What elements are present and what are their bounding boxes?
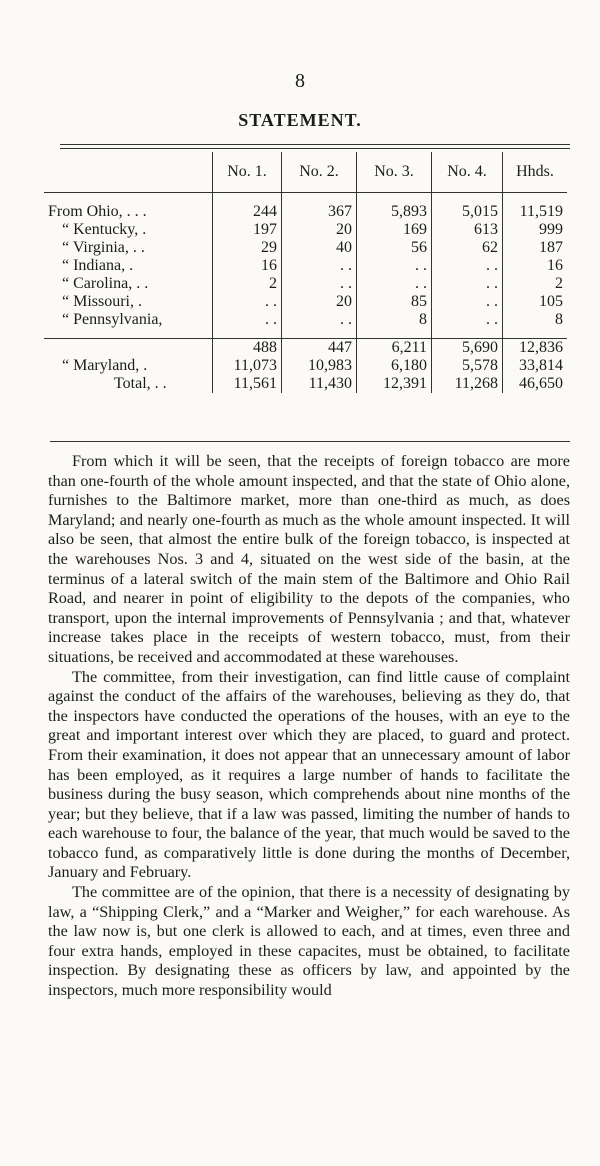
table-cell: 33,814 <box>503 357 568 375</box>
table-cell: 11,268 <box>432 375 503 393</box>
table-header-row <box>44 152 567 193</box>
table-row <box>44 203 567 221</box>
table-cell: 488 <box>213 339 282 358</box>
header-rule-bottom <box>60 148 570 149</box>
row-label: “ Indiana, . <box>62 256 134 274</box>
header-cell: No. 2. <box>282 152 357 193</box>
header-cell: Hhds. <box>503 152 568 193</box>
row-label: “ Missouri, . <box>62 292 142 310</box>
total-row <box>44 375 567 393</box>
table-cell: 56 <box>357 239 432 257</box>
statement-table <box>44 152 567 393</box>
paragraph: From which it will be seen, that the receipts of foreign tobacco are more than one-fourth of the whole amount inspected, and that the state of Ohio alone, furnishes to the Baltimore market, more than one-third as much, as does Maryland; and nearly one-fourth as much as the whole amount inspected. It will also be seen, that almost the entire bulk of the foreign tobacco, is inspected at the warehouses Nos. 3 and 4, situated on the west side of the basin, at the terminus of a lateral switch of the main stem of the Baltimore and Ohio Rail Road, and nearer in point of eligibility to the depots of the companies, who transport, upon the internal improvements of Pennsylvania ; and that, whatever increase takes place in the receipts of western tobacco, must, from their situations, be received and accommodated at these warehouses. <box>48 452 570 666</box>
table-cell: 5,893 <box>357 203 432 221</box>
table-cell: 46,650 <box>503 375 568 393</box>
table-cell: 16 <box>213 257 282 275</box>
table-cell: 447 <box>282 339 357 358</box>
table-cell: 16 <box>503 257 568 275</box>
table-cell: 5,015 <box>432 203 503 221</box>
table-cell: 244 <box>213 203 282 221</box>
table-row <box>44 239 567 257</box>
table-bottom-rule <box>50 441 570 442</box>
header-cell: No. 4. <box>432 152 503 193</box>
table-cell: 10,983 <box>282 357 357 375</box>
table-cell: 29 <box>213 239 282 257</box>
table-row <box>44 311 567 329</box>
row-label: “ Carolina, . . <box>62 274 149 292</box>
row-label: From Ohio, . . . <box>48 202 147 220</box>
table-cell: . . <box>432 257 503 275</box>
table-cell: . . <box>357 257 432 275</box>
row-label: “ Pennsylvania, <box>62 310 163 328</box>
subtotal-row <box>44 339 567 358</box>
table-cell: 999 <box>503 221 568 239</box>
header-blank <box>44 152 213 193</box>
table-cell: 6,180 <box>357 357 432 375</box>
table-cell: 40 <box>282 239 357 257</box>
table-cell: 8 <box>503 311 568 329</box>
table-cell: 187 <box>503 239 568 257</box>
row-label: “ Maryland, . <box>62 357 148 374</box>
table-cell: . . <box>282 311 357 329</box>
table-cell: 11,561 <box>213 375 282 393</box>
table-cell: 20 <box>282 293 357 311</box>
table-cell: 2 <box>213 275 282 293</box>
row-label: “ Kentucky, . <box>62 220 147 238</box>
table-cell: . . <box>432 311 503 329</box>
header-rule-top <box>60 144 570 145</box>
table-cell: . . <box>213 311 282 329</box>
row-label <box>44 339 213 358</box>
table-cell: 169 <box>357 221 432 239</box>
paragraph: The committee, from their investigation, can find little cause of complaint against the conduct of the affairs of the warehouses, believing as they do, that the inspectors have conducted the operations of the houses, with an eye to the great and important interest over which they are placed, to guard and protect. From their examination, it does not appear that an unnecessary amount of labor has been employed, as it requires a large number of hands to facilitate the business during the busy season, which comprehends about nine months of the year; but they believe, that if a law was passed, limiting the number of hands to each warehouse to four, the balance of the year, that much would be saved to the tobacco fund, as comparatively little is done during the months of December, January and February. <box>48 667 570 882</box>
table-cell: . . <box>432 275 503 293</box>
paragraph: The committee are of the opinion, that there is a necessity of designating by law, a “Shipping Clerk,” and a “Marker and Weigher,” for each warehouse. As the law now is, but one clerk is allowed to each, and at times, even three and four extra hands, employed in these capacites, must be obtained, to facilitate inspection. By designating these as officers by law, and appointed by the inspectors, much more responsibility would <box>48 883 570 1000</box>
table-cell: 85 <box>357 293 432 311</box>
table-cell: 367 <box>282 203 357 221</box>
table-cell: . . <box>282 257 357 275</box>
table-cell: 11,430 <box>282 375 357 393</box>
table-cell: . . <box>432 293 503 311</box>
table-row <box>44 221 567 239</box>
table-cell: 11,519 <box>503 203 568 221</box>
table-cell: 12,391 <box>357 375 432 393</box>
header-cell: No. 1. <box>213 152 282 193</box>
table-cell: 11,073 <box>213 357 282 375</box>
page-number: 8 <box>295 70 305 92</box>
table-cell: 6,211 <box>357 339 432 358</box>
table-cell: 197 <box>213 221 282 239</box>
table-cell: 5,578 <box>432 357 503 375</box>
header-cell: No. 3. <box>357 152 432 193</box>
table-cell: 12,836 <box>503 339 568 358</box>
table-cell: . . <box>213 293 282 311</box>
table-row <box>44 293 567 311</box>
page-title: STATEMENT. <box>238 110 362 130</box>
row-label: “ Virginia, . . <box>62 238 145 256</box>
row-label: Total, . . <box>114 375 167 392</box>
table-cell: 62 <box>432 239 503 257</box>
table-row <box>44 257 567 275</box>
body-text <box>48 452 570 1001</box>
table-cell: 613 <box>432 221 503 239</box>
table-cell: 8 <box>357 311 432 329</box>
table-cell: . . <box>282 275 357 293</box>
table-row <box>44 275 567 293</box>
table-cell: 105 <box>503 293 568 311</box>
table-cell: 5,690 <box>432 339 503 358</box>
maryland-row <box>44 357 567 375</box>
table-cell: 20 <box>282 221 357 239</box>
table-cell: . . <box>357 275 432 293</box>
table-cell: 2 <box>503 275 568 293</box>
